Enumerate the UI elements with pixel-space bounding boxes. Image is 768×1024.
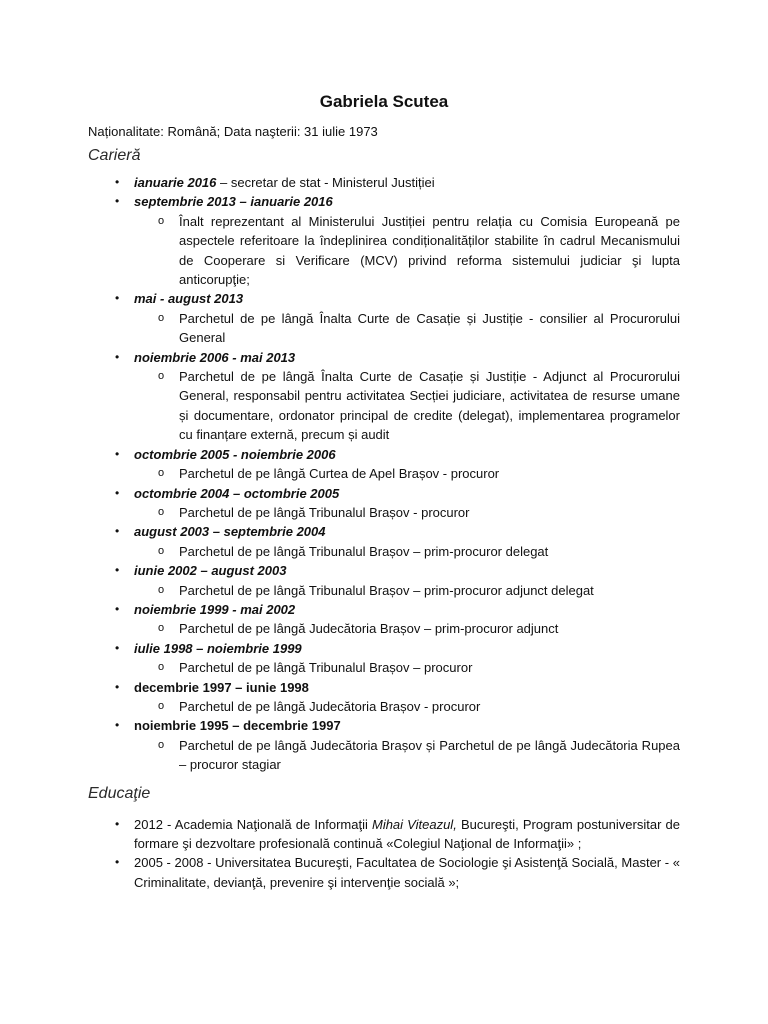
career-detail-item xyxy=(158,212,680,290)
bullet-icon: • xyxy=(115,718,120,733)
career-period: august 2003 – septembrie 2004 xyxy=(134,524,326,540)
circle-bullet-icon: o xyxy=(158,622,165,635)
bullet-icon: • xyxy=(115,349,120,364)
career-detail-item xyxy=(158,619,680,638)
bullet-icon: • xyxy=(115,524,120,539)
circle-bullet-icon: o xyxy=(158,214,165,227)
career-period: iunie 2002 – august 2003 xyxy=(134,563,287,579)
bullet-icon: • xyxy=(115,816,120,831)
bullet-icon: • xyxy=(115,855,120,870)
career-period: ianuarie 2016 xyxy=(134,175,217,190)
career-detail-text: Parchetul de pe lângă Curtea de Apel Brașov - procuror xyxy=(179,466,500,482)
career-detail-item xyxy=(158,367,680,445)
career-entry xyxy=(115,484,680,523)
career-detail-item xyxy=(158,542,680,561)
circle-bullet-icon: o xyxy=(158,505,165,518)
career-details xyxy=(134,581,680,600)
career-detail-text: Parchetul de pe lângă Tribunalul Brașov – prim-procuror adjunct delegat xyxy=(179,582,594,598)
career-detail-item xyxy=(158,697,680,716)
career-detail-item xyxy=(158,736,680,775)
career-period: septembrie 2013 – ianuarie 2016 xyxy=(134,194,333,210)
bullet-icon: • xyxy=(115,194,120,209)
career-period: noiembrie 1999 - mai 2002 xyxy=(134,601,296,617)
career-entry xyxy=(115,173,680,192)
career-detail-item xyxy=(158,658,680,677)
career-detail-text: Parchetul de pe lângă Tribunalul Brașov - procuror xyxy=(179,504,470,520)
career-detail-item xyxy=(158,581,680,600)
bullet-icon: • xyxy=(115,291,120,306)
career-period: octombrie 2004 – octombrie 2005 xyxy=(134,485,340,501)
career-entry xyxy=(115,192,680,289)
career-detail-item xyxy=(158,464,680,483)
bullet-icon: • xyxy=(115,175,120,189)
career-list xyxy=(88,173,680,775)
career-detail-text: Parchetul de pe lângă Tribunalul Brașov – procuror xyxy=(179,660,473,676)
career-entry xyxy=(115,522,680,561)
career-entry xyxy=(115,600,680,639)
career-details xyxy=(134,309,680,348)
career-details xyxy=(134,658,680,677)
career-detail-text: Parchetul de pe lângă Judecătoria Brașov – prim-procuror adjunct xyxy=(179,621,559,637)
career-detail-text: Parchetul de pe lângă Înalta Curte de Casație și Justiție - Adjunct al Procurorului General, responsabil pentru activitatea Secției judiciare, activitatea de resurse umane și documentare, ordonator principal de credite (delegat), implementarea programelor cu finanțare externă, precum și audit xyxy=(179,369,680,443)
career-entry xyxy=(115,678,680,717)
circle-bullet-icon: o xyxy=(158,467,165,480)
education-year: 2005 - 2008 xyxy=(134,855,204,871)
career-detail-item xyxy=(158,503,680,522)
circle-bullet-icon: o xyxy=(158,699,165,712)
career-entry xyxy=(115,445,680,484)
bullet-icon: • xyxy=(115,563,120,578)
person-name: Gabriela Scutea xyxy=(319,92,449,111)
education-year: 2012 xyxy=(134,816,163,832)
circle-bullet-icon: o xyxy=(158,583,165,596)
education-program: Bucureşti, Program postuniversitar de formare şi dezvoltare profesională continuă «Colegiul Naţional de Informaţii» ; xyxy=(134,816,680,851)
career-position: secretar de stat - Ministerul Justiției xyxy=(230,175,435,190)
career-detail-item xyxy=(158,309,680,348)
career-period: noiembrie 2006 - mai 2013 xyxy=(134,349,296,365)
career-period: decembrie 1997 – iunie 1998 xyxy=(134,679,309,695)
career-details xyxy=(134,736,680,775)
circle-bullet-icon: o xyxy=(158,738,165,751)
personal-details: Naționalitate: Română; Data naşterii: 31 iulie 1973 xyxy=(88,124,378,139)
bullet-icon: • xyxy=(115,640,120,655)
career-details xyxy=(134,503,680,522)
career-detail-text: Parchetul de pe lângă Înalta Curte de Casație și Justiție - consilier al Procurorului General xyxy=(179,310,680,346)
career-period: octombrie 2005 - noiembrie 2006 xyxy=(134,446,336,462)
career-details xyxy=(134,619,680,638)
career-period: noiembrie 1995 – decembrie 1997 xyxy=(134,718,341,734)
career-details xyxy=(134,542,680,561)
career-details xyxy=(134,212,680,290)
career-details xyxy=(134,464,680,483)
career-entry xyxy=(115,348,680,445)
education-institution: - Academia Naţională de Informaţii xyxy=(162,816,372,832)
bullet-icon: • xyxy=(115,485,120,500)
circle-bullet-icon: o xyxy=(158,370,165,383)
career-entry xyxy=(115,639,680,678)
career-separator: – xyxy=(216,175,231,190)
circle-bullet-icon: o xyxy=(158,311,165,324)
circle-bullet-icon: o xyxy=(158,661,165,674)
education-entry xyxy=(115,815,680,854)
bullet-icon: • xyxy=(115,679,120,694)
bullet-icon: • xyxy=(115,446,120,461)
career-entry xyxy=(115,716,680,774)
education-institution: - Universitatea Bucureşti, Facultatea de Sociologie şi Asistenţă Socială, Master - « Criminalitate, devianţă, prevenire şi intervenţie socială »; xyxy=(134,855,680,890)
career-entry xyxy=(115,561,680,600)
education-institution-name: Mihai Viteazul, xyxy=(371,816,457,832)
career-entry xyxy=(115,289,680,347)
career-details xyxy=(134,367,680,445)
career-detail-text: Parchetul de pe lângă Tribunalul Brașov – prim-procuror delegat xyxy=(179,543,549,559)
career-detail-text: Parchetul de pe lângă Judecătoria Brașov și Parchetul de pe lângă Judecătoria Rupea – procuror stagiar xyxy=(179,737,680,773)
career-detail-text: Înalt reprezentant al Ministerului Justiției pentru relația cu Comisia Europeană pe aspectele referitoare la îndeplinirea condiționalităților stabilite în cadrul Mecanismului de Cooperare si Verificare (MCV) privind reforma sistemului judiciar şi lupta anticorupţie; xyxy=(179,213,680,288)
circle-bullet-icon: o xyxy=(158,544,165,557)
career-detail-text: Parchetul de pe lângă Judecătoria Brașov - procuror xyxy=(179,698,481,714)
education-heading: Educaţie xyxy=(88,784,151,802)
career-period: mai - august 2013 xyxy=(134,291,244,307)
education-list xyxy=(88,815,680,893)
career-period: iulie 1998 – noiembrie 1999 xyxy=(134,640,302,656)
career-details xyxy=(134,697,680,716)
education-entry xyxy=(115,853,680,892)
career-heading: Carieră xyxy=(88,147,141,164)
bullet-icon: • xyxy=(115,601,120,616)
